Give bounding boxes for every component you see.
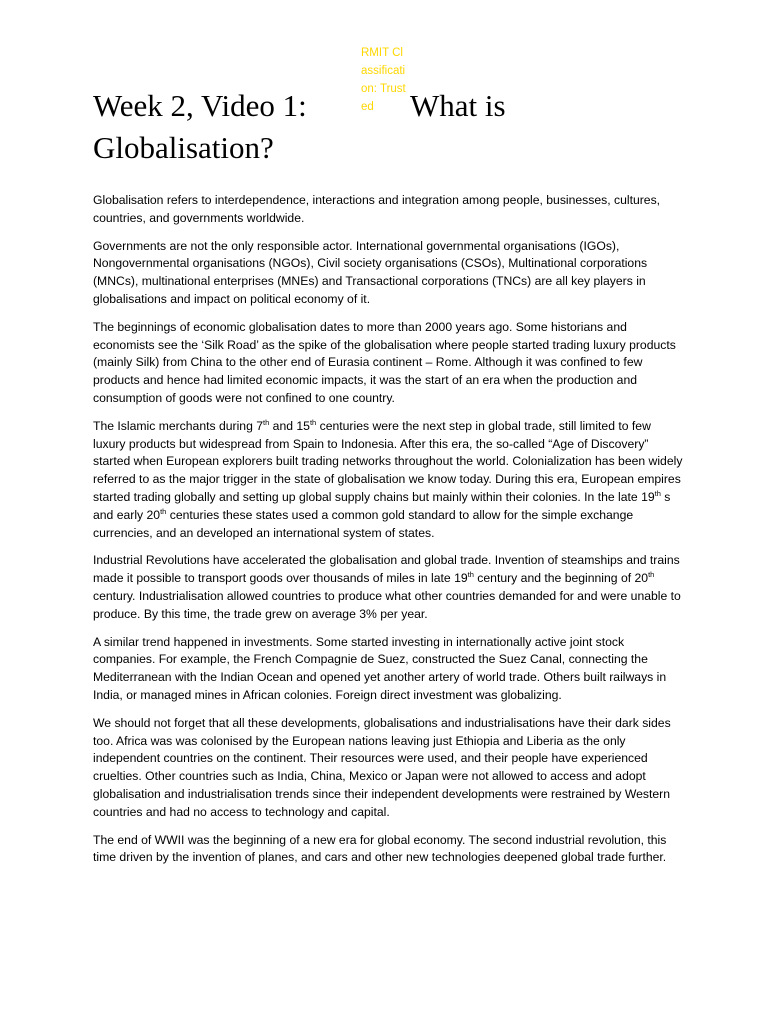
text-run: The Islamic merchants during 7: [93, 418, 264, 433]
paragraph-dark-sides: We should not forget that all these developments, globalisations and industrialisations have their dark sides too. Africa was was colonised by the European nations leaving just Ethiopia and Liberia as the only independent countries on the continent. Their resources were used, and their people have experienced cruelties. Other countries such as India, China, Mexico or Japan were not allowed to access and adopt globalisation and industrialisation trends since their independent developments were restrained by Western countries and had no access to technology and capital.: [93, 715, 671, 819]
document-body: [93, 192, 683, 877]
text-run: Industrial Revolutions have accelerated the globalisation and global trade. Invention of steamships and trains made it possible to transport goods over thousands of miles in late 19: [93, 553, 680, 586]
superscript: th: [309, 417, 317, 427]
paragraph-actors: Governments are not the only responsible actor. International governmental organisations (IGOs), Nongovernmental organisations (NGOs), Civil society organisations (CSOs), Multinational corporations (MNCs), multinational enterprises (MNEs) and Transactional corporations (TNCs) are all key players in globalisations and impact on political economy of it.: [93, 238, 648, 306]
superscript: th: [467, 570, 474, 580]
paragraph-silk-road: The beginnings of economic globalisation dates to more than 2000 years ago. Some historians and economists see the ‘Silk Road’ as the spike of the globalisation where people started trading luxury products (mainly Silk) from China to the other end of Eurasia continent – Rome. Although it was confined to few products and hence had limited economic impacts, it was the start of an era when the production and consumption of goods were not confined to one country.: [93, 319, 676, 405]
text-run: s and early 20: [93, 489, 671, 522]
text-run: centuries were the next step in global trade, still limited to few luxury products but widespread from Spain to Indonesia. After this era, the so-called “Age of Discovery” started when European explorers built trading networks throughout the world. Colonialization has been widely referred to as the major trigger in the state of globalisation we know today. During this era, European empires started trading globally and setting up global supply chains but mainly within their colonies. In the late 19: [93, 418, 683, 504]
paragraph-islamic-merchants: [93, 418, 683, 543]
page-title-line-1-continued: What is: [410, 88, 506, 123]
paragraph-wwii: The end of WWII was the beginning of a new era for global economy. The second industrial revolution, this time driven by the invention of planes, and cars and other new technologies deepened global trade further.: [93, 832, 667, 865]
text-run: century and the beginning of 20: [473, 571, 649, 586]
page-title-line-2: Globalisation?: [93, 130, 274, 165]
paragraph-investments: A similar trend happened in investments. Some started investing in internationally active joint stock companies. For example, the French Compagnie de Suez, constructed the Suez Canal, connecting the Mediterranean with the Indian Ocean and opened yet another artery of world trade. Others built railways in India, or managed mines in African colonies. Foreign direct investment was globalizing.: [93, 634, 667, 702]
classification-label: RMIT Classification: Trusted: [361, 47, 406, 113]
superscript: th: [648, 570, 655, 580]
superscript: th: [654, 488, 661, 498]
paragraph-definition: Globalisation refers to interdependence, interactions and integration among people, businesses, cultures, countries, and governments worldwide.: [93, 193, 661, 225]
superscript: th: [160, 506, 167, 516]
text-run: and 15: [269, 418, 310, 433]
superscript: th: [263, 417, 270, 427]
text-run: century. Industrialisation allowed countries to produce what other countries demanded for and were unable to produce. By this time, the trade grew on average 3% per year.: [93, 588, 681, 621]
page-title-line-1: Week 2, Video 1:: [93, 88, 307, 123]
paragraph-industrial-revolutions: [93, 552, 683, 623]
text-run: centuries these states used a common gold standard to allow for the simple exchange currencies, and an developed an international system of states.: [93, 507, 634, 540]
